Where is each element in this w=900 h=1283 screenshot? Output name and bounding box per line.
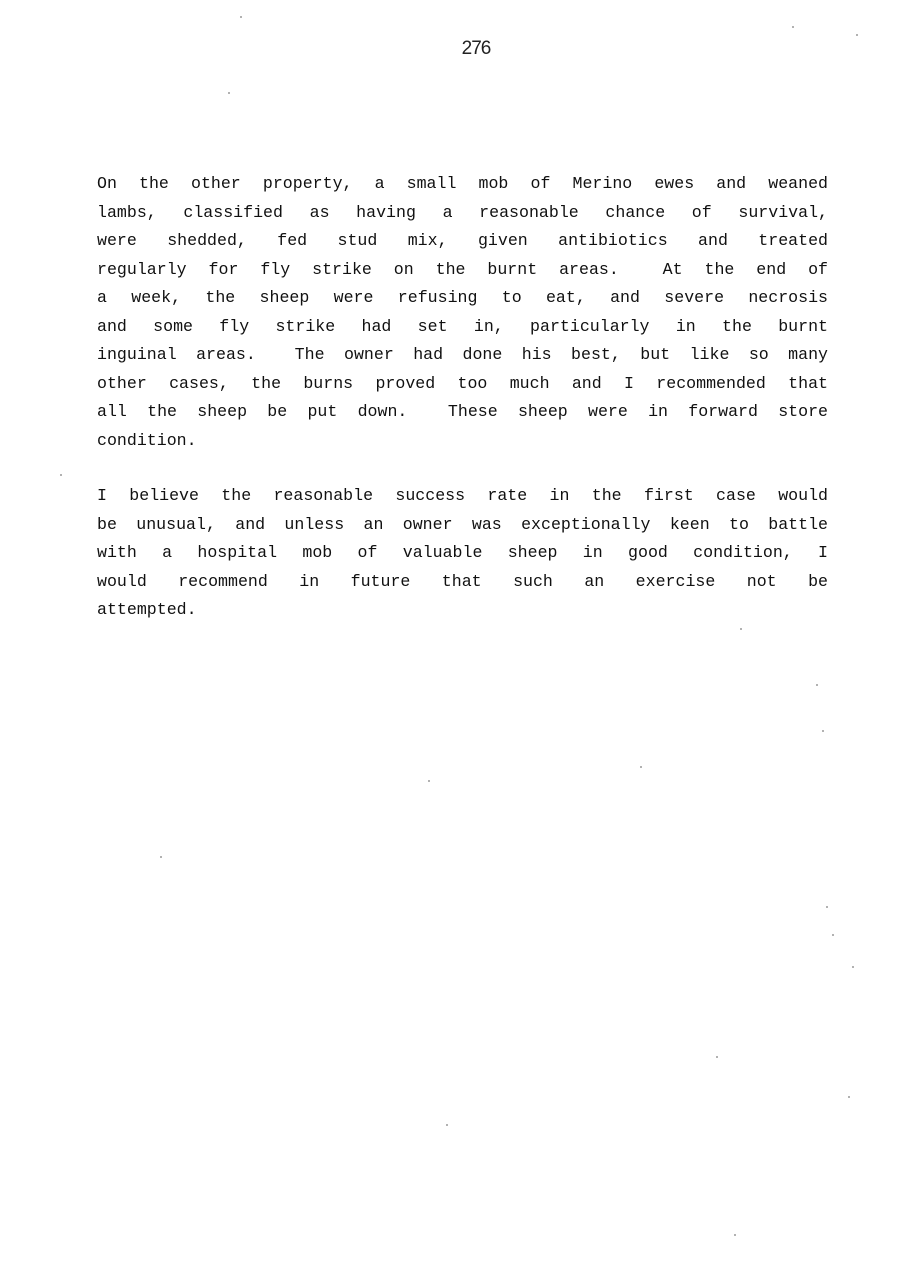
text-line: other cases, the burns proved too much and I recommended that — [97, 373, 828, 393]
paragraph-2 — [97, 482, 828, 625]
text-line: a week, the sheep were refusing to eat, and severe necrosis — [97, 288, 828, 307]
scan-speck — [856, 34, 858, 36]
text-line: I believe the reasonable success rate in the first case would — [97, 486, 828, 505]
scan-speck — [826, 906, 828, 908]
scan-speck — [816, 684, 818, 686]
text-line: with a hospital mob of valuable sheep in good condition, I — [97, 543, 828, 562]
page-number: 276 — [461, 38, 491, 59]
text-line: all the sheep be put down. These sheep were in forward store — [97, 402, 828, 421]
scan-speck — [832, 934, 834, 936]
scan-speck — [428, 780, 430, 782]
text-line: lambs, classified as having a reasonable chance of survival, — [97, 202, 828, 222]
scan-speck — [848, 1096, 850, 1098]
scan-speck — [240, 16, 242, 18]
paragraph-1 — [97, 170, 828, 455]
scan-speck — [852, 966, 854, 968]
scan-speck — [228, 92, 230, 94]
text-line: inguinal areas. The owner had done his best, but like so many — [97, 345, 828, 364]
scan-speck — [792, 26, 794, 28]
scan-speck — [640, 766, 642, 768]
scan-speck — [160, 856, 162, 858]
scan-speck — [734, 1234, 736, 1236]
scan-speck — [740, 628, 742, 630]
scan-speck — [60, 474, 62, 476]
text-line: were shedded, fed stud mix, given antibiotics and treated — [97, 231, 828, 250]
scan-speck — [446, 1124, 448, 1126]
text-line: condition. — [97, 430, 197, 450]
text-line: would recommend in future that such an exercise not be — [97, 571, 828, 591]
scan-speck — [822, 730, 824, 732]
text-line: attempted. — [97, 600, 197, 619]
text-line: On the other property, a small mob of Merino ewes and weaned — [97, 174, 828, 193]
text-line: and some fly strike had set in, particularly in the burnt — [97, 316, 828, 336]
text-line: regularly for fly strike on the burnt areas. At the end of — [97, 259, 828, 279]
scan-speck — [716, 1056, 718, 1058]
text-line: be unusual, and unless an owner was exceptionally keen to battle — [97, 514, 828, 534]
